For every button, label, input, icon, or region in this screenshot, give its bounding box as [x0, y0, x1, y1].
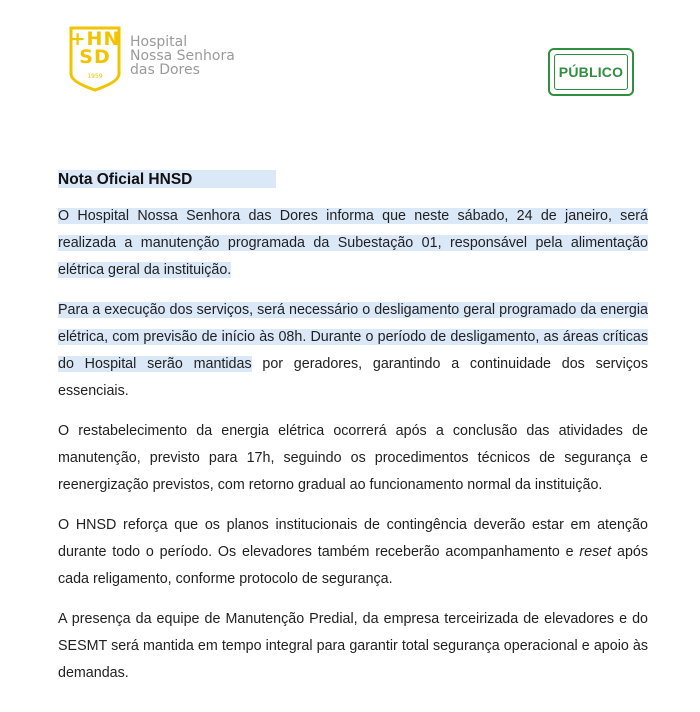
- paragraph-2: [58, 297, 648, 405]
- paragraph-2-highlighted: Para a execução dos serviços, será necessário o desligamento geral programado da energia elétrica, com previsão de início às 08h. Durante o período de desligamento, as áreas críticas do Hospital serão mantidas: [58, 302, 648, 372]
- paragraph-1: [58, 203, 648, 284]
- logo-line-3: das Dores: [130, 62, 200, 78]
- paragraph-3: O restabelecimento da energia elétrica ocorrerá após a conclusão das atividades de manutenção, previsto para 17h, seguindo os procedimentos técnicos de segurança e reenergização previstos, com retorno gradual ao funcionamento normal da instituição.: [58, 423, 648, 493]
- paragraph-5: A presença da equipe de Manutenção Predial, da empresa terceirizada de elevadores e do SESMT será mantida em tempo integral para garantir total segurança operacional e apoio às demandas.: [58, 611, 648, 681]
- founding-year: 1959: [87, 73, 103, 80]
- hospital-logo: [68, 26, 235, 92]
- stamp-label: PÚBLICO: [558, 64, 624, 80]
- monogram-bottom: SD: [79, 46, 111, 68]
- paragraph-4-end: após cada religamento, conforme protocolo de segurança.: [58, 544, 648, 587]
- paragraph-4-reset: reset: [579, 544, 612, 560]
- paragraph-2-rest: por geradores, garantindo a continuidade dos serviços essenciais.: [58, 356, 649, 399]
- document-title: Nota Oficial HNSD: [58, 170, 276, 188]
- logo-wordmark: [130, 35, 235, 77]
- shield-emblem: [68, 26, 122, 92]
- monogram: [68, 30, 122, 66]
- paragraph-1-text: O Hospital Nossa Senhora das Dores informa que neste sábado, 24 de janeiro, será realizada a manutenção programada da Subestação 01, responsável pela alimentação elétrica geral da instituição.: [58, 208, 648, 278]
- logo-line-2: Nossa Senhora: [130, 48, 235, 64]
- paragraph-4: [58, 512, 648, 593]
- public-stamp: [548, 48, 634, 96]
- document-body: [58, 203, 648, 700]
- logo-line-1: Hospital: [130, 34, 188, 50]
- monogram-top: +HN: [69, 28, 121, 50]
- paragraph-4-start: O HNSD reforça que os planos institucionais de contingência deverão estar em atenção durante todo o período. Os elevadores também receberão acompanhamento e: [58, 517, 648, 560]
